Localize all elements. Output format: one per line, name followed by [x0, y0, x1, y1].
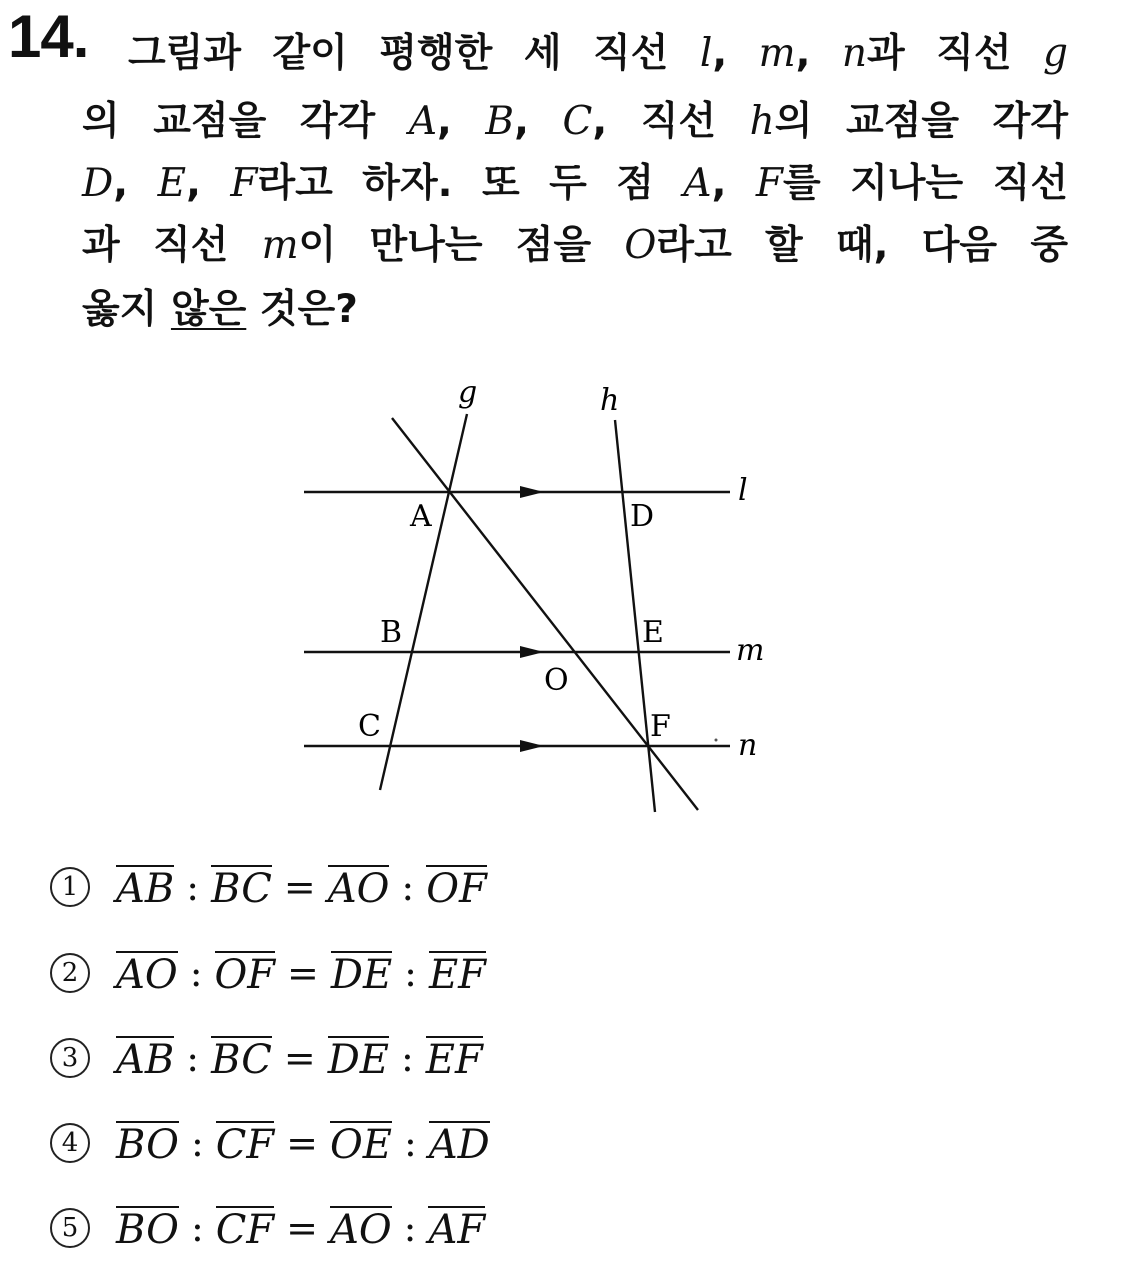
segment: EF [428, 952, 486, 998]
choice-3[interactable] [50, 1028, 483, 1088]
segment: BC [211, 866, 272, 912]
math-variable: n [841, 31, 868, 76]
choice-number: 2 [50, 953, 90, 993]
label-l: l [738, 473, 748, 508]
segment: AD [428, 1122, 490, 1168]
question-text-segment: , [436, 99, 486, 144]
operator: : [404, 951, 417, 995]
mark-dot [715, 739, 718, 742]
segment: AB [116, 1037, 175, 1083]
question-line [82, 90, 1068, 146]
math-variable: F [755, 161, 783, 206]
ratio-expression [116, 951, 486, 998]
question-number: 14. [8, 3, 89, 70]
math-variable: h [749, 99, 775, 144]
question-line [128, 22, 1068, 78]
label-F: F [650, 709, 671, 744]
label-O: O [544, 663, 569, 698]
ratio-expression [116, 1121, 490, 1168]
arrow-m [520, 646, 544, 658]
math-variable: A [683, 161, 712, 206]
math-variable: g [1043, 31, 1068, 76]
label-E: E [642, 615, 664, 650]
operator: : [403, 1121, 417, 1165]
choice-number: 4 [50, 1123, 90, 1163]
math-variable: l [699, 31, 713, 76]
choice-2[interactable] [50, 943, 486, 1003]
question-line [82, 278, 358, 334]
choice-4[interactable] [50, 1113, 490, 1173]
segment: BC [211, 1037, 272, 1083]
operator: = [283, 1036, 316, 1080]
math-variable: D [82, 161, 114, 206]
choice-1[interactable] [50, 857, 487, 917]
question-text-segment: 를 지나는 직선 [782, 161, 1068, 206]
question-text-segment: 의 교점을 각각 [82, 99, 409, 144]
math-variable: m [758, 31, 796, 76]
math-variable: A [408, 99, 437, 144]
question-text-segment: 과 직선 [867, 31, 1043, 76]
ratio-expression [116, 1206, 486, 1253]
operator: = [283, 865, 316, 909]
question-text-segment: , [795, 31, 842, 76]
math-variable: O [624, 223, 657, 268]
operator: : [400, 1036, 414, 1080]
operator: : [189, 951, 203, 995]
operator: : [186, 1036, 200, 1080]
segment: AB [116, 866, 175, 912]
label-C: C [358, 709, 381, 744]
operator: : [186, 865, 200, 909]
question-text-segment: , [113, 161, 158, 206]
question-text-segment: 의 교점을 각각 [774, 99, 1068, 144]
math-variable: m [261, 223, 299, 268]
segment: DE [327, 1037, 389, 1083]
ratio-expression [116, 865, 487, 912]
segment: OF [214, 952, 276, 998]
operator: = [286, 1206, 318, 1250]
choice-number: 3 [50, 1038, 90, 1078]
segment: AO [327, 866, 390, 912]
choice-5[interactable] [50, 1198, 485, 1258]
line-AF [392, 418, 698, 810]
choice-number: 5 [50, 1208, 90, 1248]
segment: OE [329, 1122, 392, 1168]
parallel-lines-figure [290, 370, 790, 830]
segment: BO [116, 1207, 179, 1253]
arrow-l [520, 486, 544, 498]
question-text-segment: 라고 하자. 또 두 점 [257, 161, 684, 206]
choice-number: 1 [50, 867, 90, 907]
operator: : [190, 1206, 204, 1250]
operator: = [286, 1121, 318, 1165]
label-A: A [410, 499, 432, 534]
question-text-segment: , [712, 31, 759, 76]
label-m: m [736, 633, 765, 668]
segment: AO [116, 952, 178, 998]
segment: OF [426, 866, 487, 912]
segment: DE [330, 952, 393, 998]
operator: = [287, 951, 319, 995]
question-text-segment: 이 만나는 점을 [298, 223, 625, 268]
operator: : [190, 1121, 204, 1165]
question-text-segment: 옳지 [82, 287, 171, 332]
math-variable: B [485, 99, 515, 144]
label-g: g [458, 375, 478, 410]
label-B: B [380, 615, 403, 650]
question-text-segment: , [711, 161, 756, 206]
math-variable: E [157, 161, 187, 206]
label-h: h [600, 383, 620, 418]
segment: CF [215, 1122, 275, 1168]
question-text-segment: 과 직선 [82, 223, 262, 268]
question-text-segment: , [514, 99, 563, 144]
question-text-segment: 라고 할 때, 다음 중 [656, 223, 1068, 268]
question-text-segment: 그림과 같이 평행한 세 직선 [128, 31, 700, 76]
segment: CF [215, 1207, 275, 1253]
segment: AF [428, 1207, 486, 1253]
label-n: n [738, 728, 758, 763]
arrow-n [520, 740, 544, 752]
question-text-segment: , [186, 161, 231, 206]
line-g [380, 414, 467, 790]
operator: : [403, 1206, 417, 1250]
segment: EF [425, 1037, 483, 1083]
question-text-segment: , 직선 [592, 99, 750, 144]
operator: : [401, 865, 415, 909]
math-variable: F [230, 161, 258, 206]
math-variable: C [562, 99, 593, 144]
question-line [82, 214, 1068, 270]
question-text-segment: 것은? [246, 287, 358, 332]
label-D: D [630, 499, 655, 534]
question-line [82, 152, 1068, 208]
question-text-segment: 않은 [170, 287, 247, 332]
ratio-expression [116, 1036, 483, 1083]
segment: BO [116, 1122, 179, 1168]
segment: AO [329, 1207, 392, 1253]
